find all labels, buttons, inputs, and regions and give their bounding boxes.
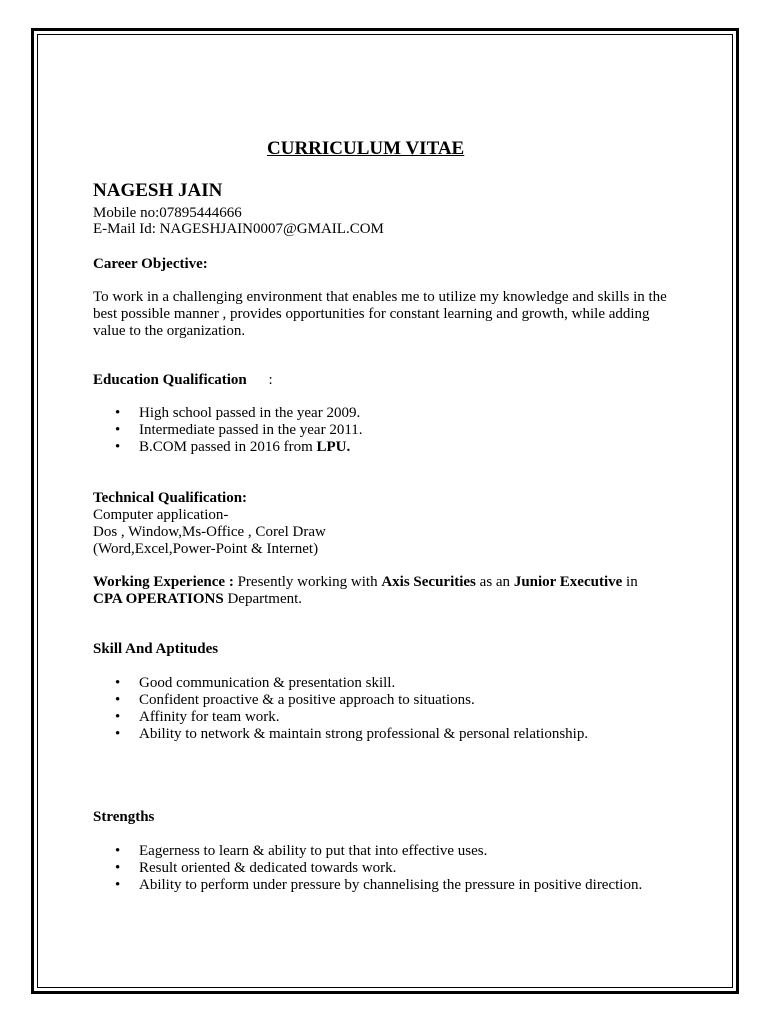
list-item: • Intermediate passed in the year 2011. xyxy=(115,422,363,438)
job-role: Junior Executive xyxy=(513,574,623,590)
technical-line-2: Dos , Window,Ms-Office , Corel Draw xyxy=(93,524,326,540)
bullet-icon: • xyxy=(115,439,121,455)
bullet-icon: • xyxy=(115,692,121,708)
career-objective-text: To work in a challenging environment that enables me to utilize my knowledge and skills in the best possible manner , provides opportunities for constant learning and growth, while adding value to the organization. xyxy=(93,289,667,339)
list-item: • Confident proactive & a positive approach to situations. xyxy=(115,692,475,708)
bullet-icon: • xyxy=(115,860,121,876)
bullet-icon: • xyxy=(115,405,121,421)
department-name: CPA OPERATIONS xyxy=(93,591,224,607)
list-item: • Ability to perform under pressure by channelising the pressure in positive direction. xyxy=(115,877,643,893)
bullet-icon: • xyxy=(115,843,121,859)
candidate-name: NAGESH JAIN xyxy=(93,180,223,201)
email-address: E-Mail Id: NAGESHJAIN0007@GMAIL.COM xyxy=(93,221,384,237)
technical-line-3: (Word,Excel,Power-Point & Internet) xyxy=(93,541,319,557)
list-item: • Eagerness to learn & ability to put that into effective uses. xyxy=(115,843,488,859)
career-objective-heading: Career Objective: xyxy=(93,256,208,272)
strengths-heading: Strengths xyxy=(93,809,155,825)
list-item: • Good communication & presentation skill. xyxy=(115,675,396,691)
technical-line-1: Computer application- xyxy=(93,507,229,523)
experience-line-1: Working Experience : Presently working with Axis Securities as an Junior Executive in xyxy=(93,574,638,590)
company-name: Axis Securities xyxy=(381,574,476,590)
mobile-number: Mobile no:07895444666 xyxy=(93,205,242,221)
technical-heading: Technical Qualification: xyxy=(93,490,248,506)
list-item: • Result oriented & dedicated towards work. xyxy=(115,860,397,876)
list-item: • B.COM passed in 2016 from LPU. xyxy=(115,439,351,455)
bullet-icon: • xyxy=(115,709,121,725)
bullet-icon: • xyxy=(115,422,121,438)
experience-label: Working Experience : xyxy=(93,574,234,590)
university-name: LPU. xyxy=(316,439,351,455)
bullet-icon: • xyxy=(115,726,121,742)
skills-heading: Skill And Aptitudes xyxy=(93,641,219,657)
skills-list xyxy=(93,675,588,743)
education-heading: Education Qualification xyxy=(93,372,247,388)
list-item: • Ability to network & maintain strong professional & personal relationship. xyxy=(115,726,589,742)
bullet-icon: • xyxy=(115,877,121,893)
experience-line-2: CPA OPERATIONS Department. xyxy=(93,591,303,607)
education-heading-row xyxy=(93,372,273,389)
bullet-icon: • xyxy=(115,675,121,691)
list-item: • High school passed in the year 2009. xyxy=(115,405,361,421)
education-colon: : xyxy=(268,372,273,388)
strengths-list xyxy=(93,843,642,894)
list-item: • Affinity for team work. xyxy=(115,709,280,725)
education-list xyxy=(93,405,363,456)
document-title: CURRICULUM VITAE xyxy=(267,138,465,159)
